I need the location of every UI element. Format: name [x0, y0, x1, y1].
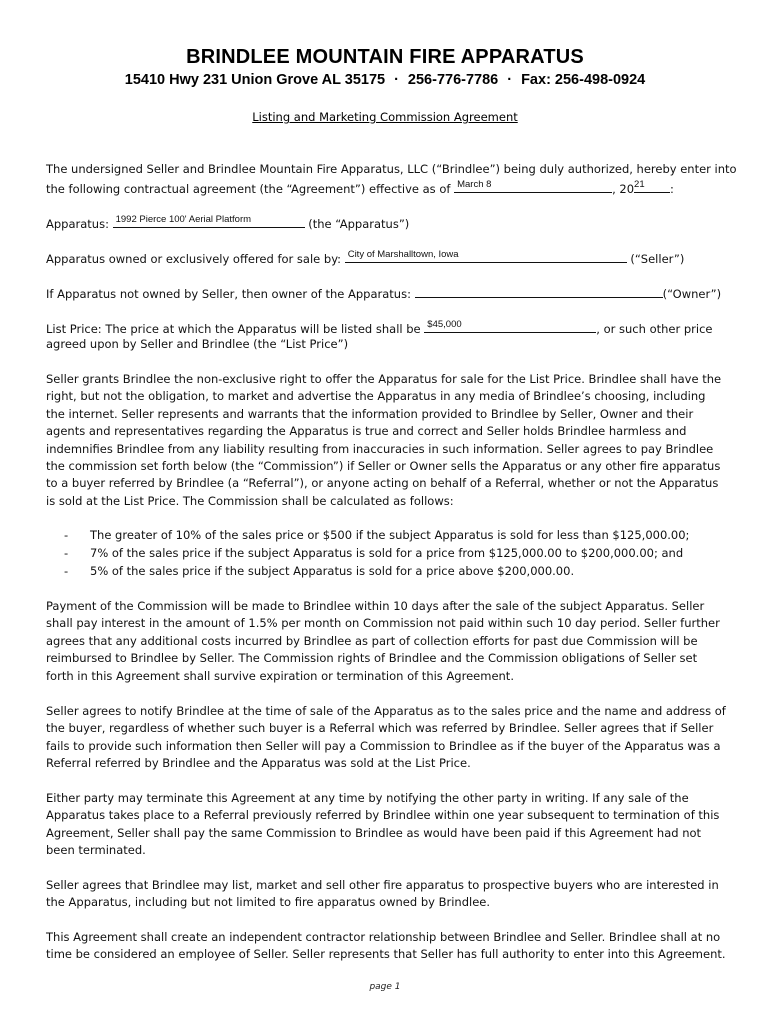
apparatus-suffix: (the “Apparatus”) [308, 217, 410, 231]
owner-label: If Apparatus not owned by Seller, then owner of the Apparatus: [46, 287, 411, 301]
list-item [64, 527, 724, 545]
seller-row [46, 249, 736, 268]
commission-item-text: 5% of the sales price if the subject Apparatus is sold for a price above $200,000.00. [90, 563, 575, 578]
intro-line-2 [46, 179, 736, 198]
apparatus-label: Apparatus: [46, 217, 109, 231]
commission-item-text: The greater of 10% of the sales price or $500 if the subject Apparatus is sold for less than $125,000.00; [90, 528, 690, 542]
company-phone: 256-776-7786 [407, 72, 499, 88]
effective-date-value: March 8 [457, 179, 492, 190]
list-dash: - [64, 528, 69, 542]
company-fax: Fax: 256-498-0924 [521, 72, 646, 88]
intro-colon: : [670, 182, 674, 196]
company-name: BRINDLEE MOUNTAIN FIRE APPARATUS [186, 46, 584, 68]
apparatus-field[interactable] [113, 214, 305, 228]
list-price-suffix: , or such other price [596, 322, 713, 336]
company-address: 15410 Hwy 231 Union Grove AL 35175 [124, 72, 386, 88]
paragraph-contractor: This Agreement shall create an independent contractor relationship between Brindlee and Seller. Brindlee shall at no time be considered an employee of Seller. Seller represents that Seller has full authority to enter into this Agreement. [46, 930, 726, 962]
document-title: Listing and Marketing Commission Agreement [252, 110, 518, 124]
intro-line-2-text: the following contractual agreement (the “Agreement”) effective as of [46, 182, 451, 196]
list-price-field[interactable] [424, 319, 596, 333]
year-value: 21 [634, 179, 645, 190]
owner-row [46, 284, 736, 303]
list-item [64, 545, 724, 563]
commission-list [64, 527, 724, 580]
separator-dot: · [507, 72, 513, 88]
list-item [64, 563, 724, 581]
list-price-line-2: agreed upon by Seller and Brindlee (the “List Price”) [46, 337, 349, 351]
effective-date-field[interactable] [454, 179, 612, 193]
paragraph-notify: Seller agrees to notify Brindlee at the time of sale of the Apparatus as to the sales price and the name and address of the buyer, regardless of whether such buyer is a Referral which was referred by Brindlee. Seller agrees that if Seller fails to provide such information then Seller will pay a Commission to Brindlee as if the buyer of the Apparatus was a Referral referred by Brindlee and the Apparatus was sold at the List Price. [46, 704, 726, 771]
apparatus-row [46, 214, 736, 233]
year-field[interactable] [634, 179, 670, 193]
list-price-value: $45,000 [427, 319, 462, 330]
intro-line-1: The undersigned Seller and Brindlee Mountain Fire Apparatus, LLC (“Brindlee”) being duly authorized, hereby enter into [46, 162, 737, 176]
list-price-label: List Price: The price at which the Apparatus will be listed shall be [46, 322, 421, 336]
paragraph-terminate: Either party may terminate this Agreement at any time by notifying the other party in writing. If any sale of the Apparatus takes place to a Referral previously referred by Brindlee within one year subsequent to termination of this Agreement, Seller shall pay the same Commission to Brindlee as would have been paid if this Agreement had not been terminated. [46, 791, 720, 858]
owner-field[interactable] [415, 284, 663, 298]
owner-suffix: (“Owner”) [662, 287, 722, 301]
year-prefix: , 20 [612, 182, 635, 196]
paragraph-payment: Payment of the Commission will be made to Brindlee within 10 days after the sale of the subject Apparatus. Seller shall pay interest in the amount of 1.5% per month on Commission not paid within such 10 day period. Seller further agrees that any additional costs incurred by Brindlee as part of collection efforts for past due Commission will be reimbursed to Brindlee by Seller. The Commission rights of Brindlee and the Commission obligations of Seller set forth in this Agreement shall survive expiration or termination of this Agreement. [46, 599, 720, 683]
seller-label: Apparatus owned or exclusively offered for sale by: [46, 252, 342, 266]
seller-value: City of Marshalltown, Iowa [347, 249, 459, 260]
commission-item-text: 7% of the sales price if the subject Apparatus is sold for a price from $125,000.00 to $200,000.00; and [90, 545, 684, 560]
seller-field[interactable] [345, 249, 627, 263]
apparatus-value: 1992 Pierce 100' Aerial Platform [115, 214, 252, 225]
list-dash: - [64, 563, 69, 578]
company-contact-line [0, 72, 770, 88]
list-dash: - [64, 545, 69, 560]
paragraph-other-apparatus: Seller agrees that Brindlee may list, market and sell other fire apparatus to prospective buyers who are interested in the Apparatus, including but not limited to fire apparatus owned by Brindlee. [46, 878, 719, 910]
paragraph-grant: Seller grants Brindlee the non-exclusive right to offer the Apparatus for sale for the List Price. Brindlee shall have the right, but not the obligation, to market and advertise the Apparatus in any media of Brindlee’s choosing, including the internet. Seller represents and warrants that the information provided to Brindlee by Seller, Owner and their agents and representatives regarding the Apparatus is true and correct and Seller holds Brindlee harmless and indemnifies Brindlee from any liability resulting from inaccuracies in such information. Seller agrees to pay Brindlee the commission set forth below (the “Commission”) if Seller or Owner sells the Apparatus or any other fire apparatus to a buyer referred by Brindlee (a “Referral”), or anyone acting on behalf of a Referral, whether or not the Apparatus is sold at the List Price. The Commission shall be calculated as follows: [46, 372, 722, 508]
seller-suffix: (“Seller”) [630, 252, 685, 266]
page-number: page 1 [369, 982, 401, 992]
separator-dot: · [394, 72, 399, 88]
